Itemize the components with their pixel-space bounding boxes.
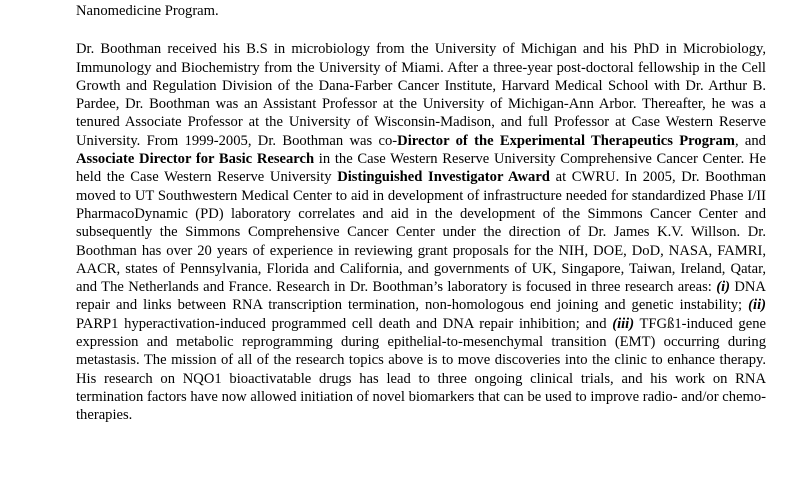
text-run: in the Case Western Reserve University Comprehensive Cancer Center. He held the Case Western Reserve University <box>76 151 766 186</box>
bold-award-name: Distinguished Investigator Award <box>337 169 550 186</box>
research-area-marker-ii: (ii) <box>748 297 766 314</box>
research-area-marker-iii: (iii) <box>612 315 635 332</box>
text-run: Dr. Boothman received his B.S in microbiology from the University of Michigan and his PhD in Microbiology, Immunology and Biochemistry from the University of Miami. After a three-year post-doctoral fellowship in the Cell Growth and Regulation Division of the Dana-Farber Cancer Institute, Harvard Medical School with Dr. Arthur B. Pardee, Dr. Boothman was an Assistant Professor at the University of Michigan-Ann Arbor. Thereafter, he was a tenured Associate Professor at the University of Wisconsin-Madison, and full Professor at Case Western Reserve University. From 1999-2005, Dr. Boothman was co- <box>76 41 766 149</box>
bold-title-associate-director: Associate Director for Basic Research <box>76 151 315 168</box>
text-run: TFGß1-induced gene expression and metabolic reprogramming during epithelial-to-mesenchymal transition (EMT) occurring during metastasis. The mission of all of the research topics above is to move discoveries into the clinic to enhance therapy. His research on NQO1 bioactivatable drugs has lead to three ongoing clinical trials, and his work on RNA termination factors have now allowed initiation of novel biomarkers that can be used to improve radio- and/or chemo-therapies. <box>76 315 766 424</box>
text-run: DNA repair and links between RNA transcription termination, non-homologous end joining and genetic instability; <box>76 279 766 314</box>
previous-paragraph-ending: Nanomedicine Program. <box>76 3 219 19</box>
text-run: , and <box>734 132 766 149</box>
bold-title-experimental-therapeutics: Director of the Experimental Therapeutics Program <box>397 132 735 149</box>
text-run: at CWRU. In 2005, Dr. Boothman moved to UT Southwestern Medical Center to aid in development of infrastructure needed for standardized Phase I/II PharmacoDynamic (PD) laboratory correlates and aid in the development of the Simmons Cancer Center and subsequently the Simmons Comprehensive Cancer Center under the direction of Dr. James K.V. Willson. Dr. Boothman has over 20 years of experience in reviewing grant proposals for the NIH, DOE, DoD, NASA, FAMRI, AACR, states of Pennsylvania, Florida and California, and governments of UK, Singapore, Taiwan, Ireland, Qatar, and The Netherlands and France. Research in Dr. Boothman’s laboratory is focused in three research areas: <box>76 169 766 296</box>
text-run: PARP1 hyperactivation-induced programmed cell death and DNA repair inhibition; and <box>76 315 613 332</box>
biography-paragraph <box>76 40 766 424</box>
document-page <box>76 0 766 425</box>
research-area-marker-i: (i) <box>716 279 730 296</box>
